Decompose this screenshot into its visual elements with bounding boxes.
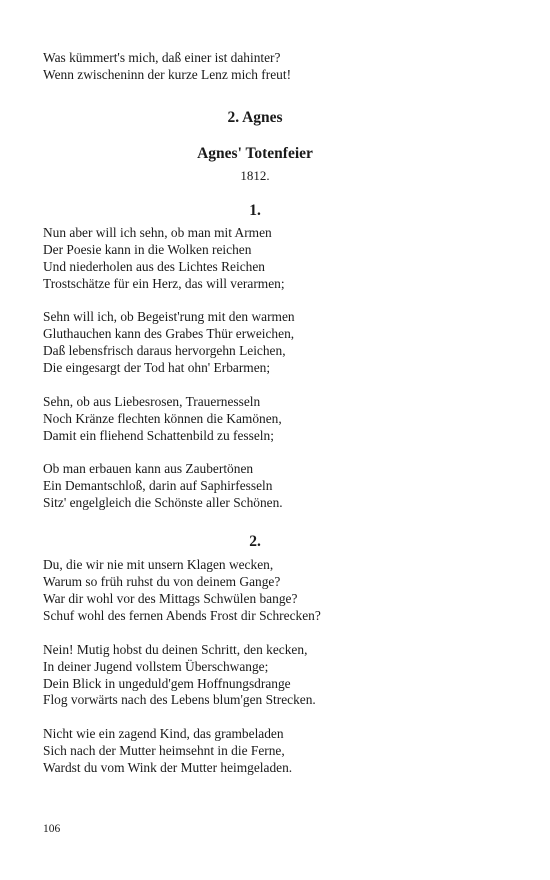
part-number-1: 1. — [249, 201, 261, 219]
verse-line: War dir wohl vor des Mittags Schwülen bange? — [43, 590, 298, 606]
verse-line: In deiner Jugend vollstem Überschwange; — [43, 658, 269, 674]
verse-line: Dein Blick in ungeduld'gem Hoffnungsdrange — [43, 675, 291, 691]
verse-line: Nein! Mutig hobst du deinen Schritt, den kecken, — [43, 641, 308, 657]
verse-line: Flog vorwärts nach des Lebens blum'gen Strecken. — [43, 692, 316, 708]
verse-line: Noch Kränze flechten können die Kamönen, — [43, 410, 282, 426]
intro-stanza — [43, 50, 467, 84]
section-title: 2. Agnes — [227, 108, 283, 126]
verse-line: Nicht wie ein zagend Kind, das grambeladen — [43, 726, 284, 742]
verse-line: Warum so früh ruhst du von deinem Gange? — [43, 574, 281, 590]
verse-line: Schuf wohl des fernen Abends Frost dir Schrecken? — [43, 607, 321, 623]
page-number: 106 — [43, 823, 61, 835]
part1-stanza-3 — [43, 394, 467, 445]
verse-line: Was kümmert's mich, daß einer ist dahinter? — [43, 50, 281, 65]
verse-line: Sich nach der Mutter heimsehnt in die Ferne, — [43, 743, 285, 759]
verse-line: Wardst du vom Wink der Mutter heimgeladen. — [43, 760, 293, 776]
part1-stanza-1 — [43, 225, 467, 293]
verse-line: Wenn zwischeninn der kurze Lenz mich freut! — [43, 66, 292, 82]
verse-line: Nun aber will ich sehn, ob man mit Armen — [43, 224, 272, 240]
part2-stanza-3 — [43, 726, 467, 777]
verse-line: Damit ein fliehend Schattenbild zu fesseln; — [43, 427, 274, 443]
verse-line: Sehn, ob aus Liebesrosen, Trauernesseln — [43, 393, 261, 409]
verse-line: Der Poesie kann in die Wolken reichen — [43, 241, 252, 257]
verse-line: Ein Demantschloß, darin auf Saphirfesseln — [43, 478, 273, 494]
part1-stanza-4 — [43, 461, 467, 512]
page-text — [43, 50, 467, 777]
verse-line: Trostschätze für ein Herz, das will verarmen; — [43, 275, 285, 291]
verse-line: Gluthauchen kann des Grabes Thür erweichen, — [43, 326, 295, 342]
verse-line: Daß lebensfrisch daraus hervorgehn Leichen, — [43, 343, 286, 359]
verse-line: Ob man erbauen kann aus Zaubertönen — [43, 461, 254, 477]
verse-line: Du, die wir nie mit unsern Klagen wecken, — [43, 557, 274, 573]
verse-line: Sitz' engelgleich die Schönste aller Schönen. — [43, 495, 283, 511]
part1-stanza-2 — [43, 309, 467, 377]
verse-line: Die eingesargt der Tod hat ohn' Erbarmen; — [43, 360, 271, 376]
verse-line: Sehn will ich, ob Begeist'rung mit den warmen — [43, 309, 295, 325]
poem-title: Agnes' Totenfeier — [197, 144, 313, 162]
poem-year: 1812. — [240, 167, 270, 183]
part2-stanza-2 — [43, 642, 467, 710]
verse-line: Und niederholen aus des Lichtes Reichen — [43, 258, 265, 274]
part2-stanza-1 — [43, 557, 467, 625]
part-number-2: 2. — [249, 533, 261, 551]
